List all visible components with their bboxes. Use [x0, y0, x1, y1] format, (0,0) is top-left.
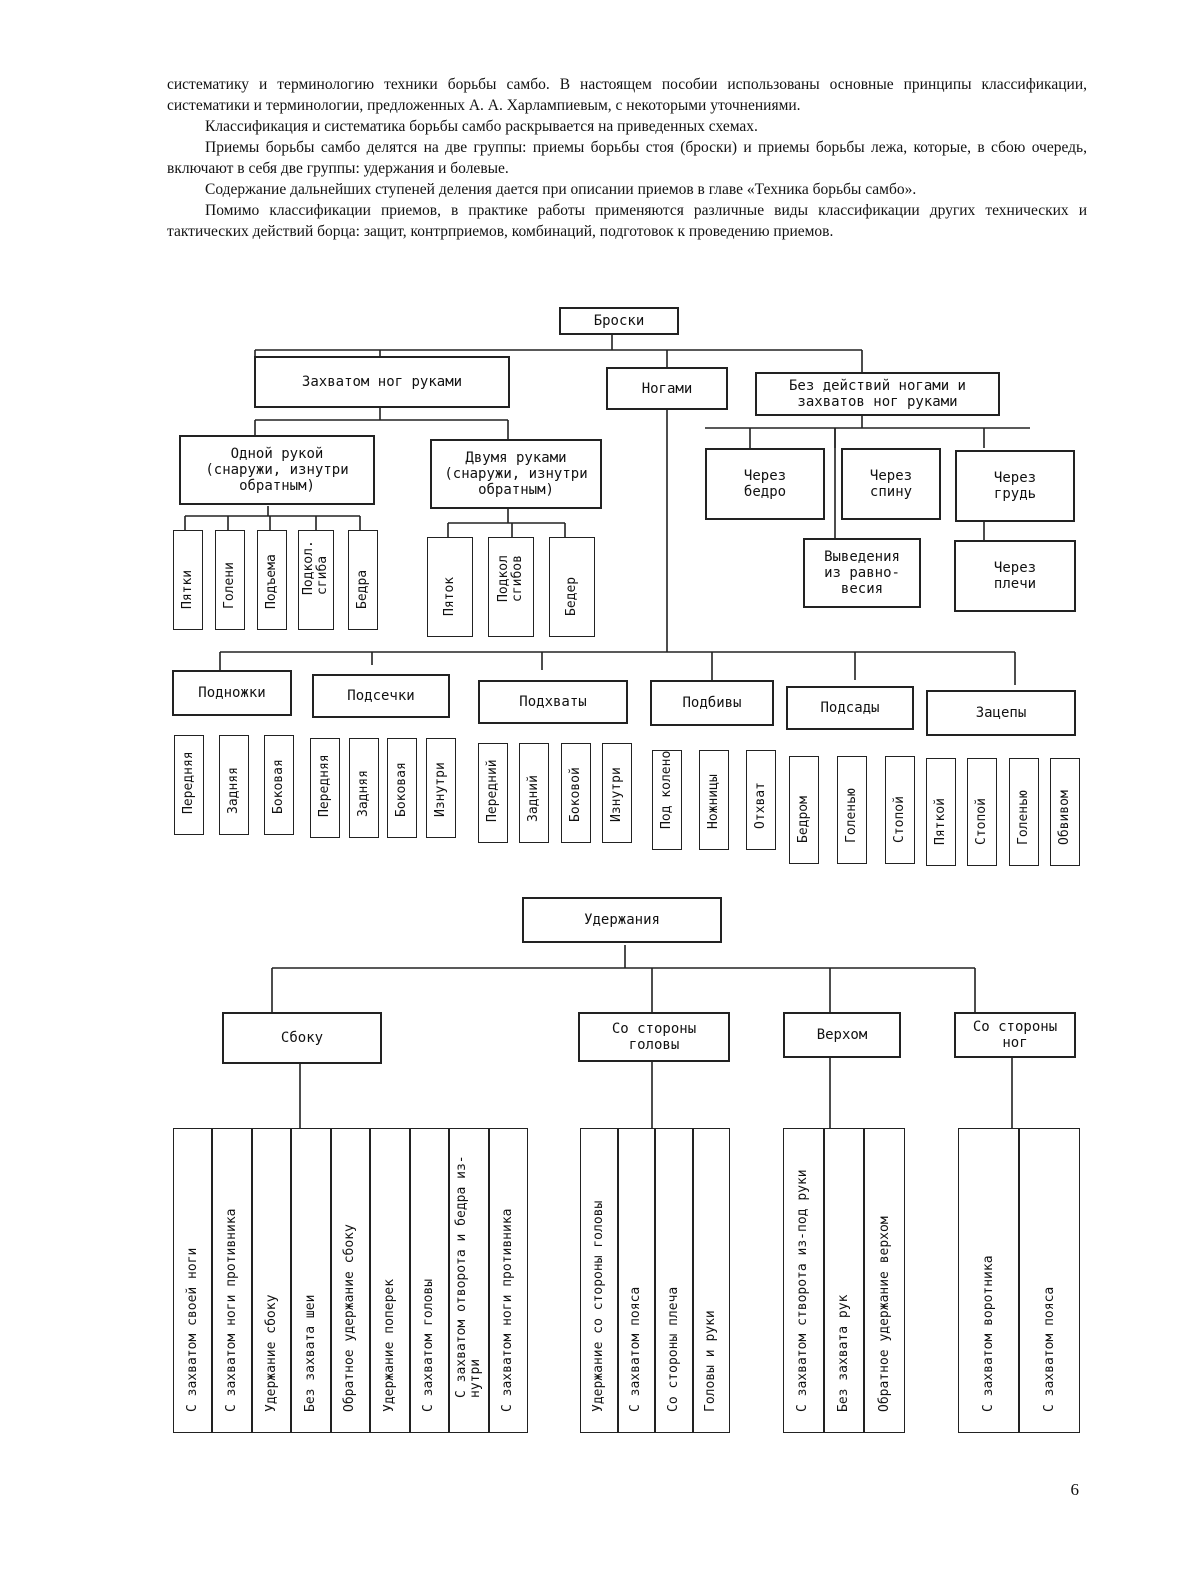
- node-one-hand: Одной рукой (снаружи, изнутри обратным): [179, 435, 375, 505]
- list-item: Подкол. сгиба: [298, 530, 334, 630]
- list-item: Без захвата шеи: [291, 1128, 330, 1433]
- page-number: 6: [1070, 1480, 1079, 1499]
- leg-group-0: Подножки: [172, 670, 292, 716]
- paragraph: Классификация и систематика борьбы самбо раскрывается на приведенных схемах.: [205, 118, 758, 135]
- list-item: Передняя: [310, 738, 340, 838]
- hold-group-3: Со стороны ног: [954, 1012, 1076, 1058]
- list-item: Пятки: [173, 530, 203, 630]
- list-item: Пяток: [427, 537, 473, 637]
- node-balance: Выведения из равно- весия: [803, 538, 921, 608]
- list-item: Бедра: [348, 530, 378, 630]
- list-item: Стопой: [885, 756, 915, 864]
- list-item: Задняя: [349, 738, 379, 838]
- list-item: Боковая: [264, 735, 294, 835]
- list-item: Подкол сгибов: [488, 537, 534, 637]
- paragraph: систематику и терминологию техники борьбы самбо. В настоящем пособии использованы основные принципы классификации, систематики и терминологии, предложенных А. А. Харлампиевым, с некоторыми уточнениями.: [167, 76, 1087, 114]
- node-chest: Через грудь: [955, 450, 1075, 522]
- node-legs: Ногами: [606, 367, 728, 410]
- list-item: Передний: [478, 743, 508, 843]
- list-item: С захватом головы: [410, 1128, 449, 1433]
- list-item: С захватом воротника: [958, 1128, 1019, 1433]
- hold-group-0: Сбоку: [222, 1012, 382, 1064]
- list-item: Под колено: [652, 750, 682, 850]
- list-item: Изнутри: [426, 738, 456, 838]
- leg-group-4: Подсады: [786, 686, 914, 730]
- node-no-legs: Без действий ногами и захватов ног руками: [755, 372, 1000, 416]
- list-item: Пяткой: [926, 758, 956, 866]
- list-item: Задний: [519, 743, 549, 843]
- list-item: Передняя: [174, 735, 204, 835]
- list-item: Боковая: [387, 738, 417, 838]
- list-item: С захватом ноги противника: [212, 1128, 251, 1433]
- node-shoulders: Через плечи: [954, 540, 1076, 612]
- list-item: С захватом своей ноги: [173, 1128, 212, 1433]
- list-item: Боковой: [561, 743, 591, 843]
- list-item: Удержание сбоку: [252, 1128, 291, 1433]
- list-item: Без захвата рук: [824, 1128, 865, 1433]
- leg-group-1: Подсечки: [312, 674, 450, 718]
- node-grab-legs: Захватом ног руками: [254, 356, 510, 408]
- list-item: Отхват: [746, 750, 776, 850]
- list-item: С захватом пояса: [618, 1128, 656, 1433]
- list-item: Обратное удержание сбоку: [331, 1128, 370, 1433]
- list-item: Ножницы: [699, 750, 729, 850]
- hold-group-1: Со стороны головы: [578, 1012, 730, 1062]
- list-item: Задняя: [219, 735, 249, 835]
- list-item: Бедер: [549, 537, 595, 637]
- list-item: Голени: [215, 530, 245, 630]
- paragraph: Содержание дальнейших ступеней деления дается при описании приемов в главе «Техника борьбы самбо».: [205, 181, 917, 198]
- list-item: Бедром: [789, 756, 819, 864]
- list-item: Обвивом: [1050, 758, 1080, 866]
- list-item: С захватом пояса: [1019, 1128, 1080, 1433]
- list-item: Подъема: [257, 530, 287, 630]
- list-item: Удержание поперек: [370, 1128, 409, 1433]
- list-item: Стопой: [967, 758, 997, 866]
- list-item: Головы и руки: [693, 1128, 731, 1433]
- list-item: Со стороны плеча: [655, 1128, 693, 1433]
- hold-group-2: Верхом: [783, 1012, 901, 1058]
- leg-group-5: Зацепы: [926, 690, 1076, 736]
- list-item: С захватом створота из-под руки: [783, 1128, 824, 1433]
- node-back: Через спину: [841, 448, 941, 520]
- paragraph: Приемы борьбы самбо делятся на две группы: приемы борьбы стоя (броски) и приемы борьбы лежа, которые, в сбою очередь, включают в себя две группы: удержания и болевые.: [167, 139, 1087, 177]
- list-item: С захватом ноги противника: [489, 1128, 528, 1433]
- list-item: Удержание со стороны головы: [580, 1128, 618, 1433]
- node-hip: Через бедро: [705, 448, 825, 520]
- list-item: С захватом отворота и бедра из- нутри: [449, 1128, 488, 1433]
- list-item: Голенью: [837, 756, 867, 864]
- leg-group-3: Подбивы: [650, 680, 774, 726]
- paragraph: Помимо классификации приемов, в практике работы применяются различные виды классификации других технических и тактических действий борца: защит, контрприемов, комбинаций, подготовок к проведению приемов.: [167, 202, 1087, 240]
- list-item: Голенью: [1009, 758, 1039, 866]
- node-throws: Броски: [559, 307, 679, 335]
- list-item: Изнутри: [602, 743, 632, 843]
- node-holds: Удержания: [522, 897, 722, 943]
- list-item: Обратное удержание верхом: [864, 1128, 905, 1433]
- leg-group-2: Подхваты: [478, 680, 628, 724]
- node-two-hands: Двумя руками (снаружи, изнутри обратным): [430, 439, 602, 509]
